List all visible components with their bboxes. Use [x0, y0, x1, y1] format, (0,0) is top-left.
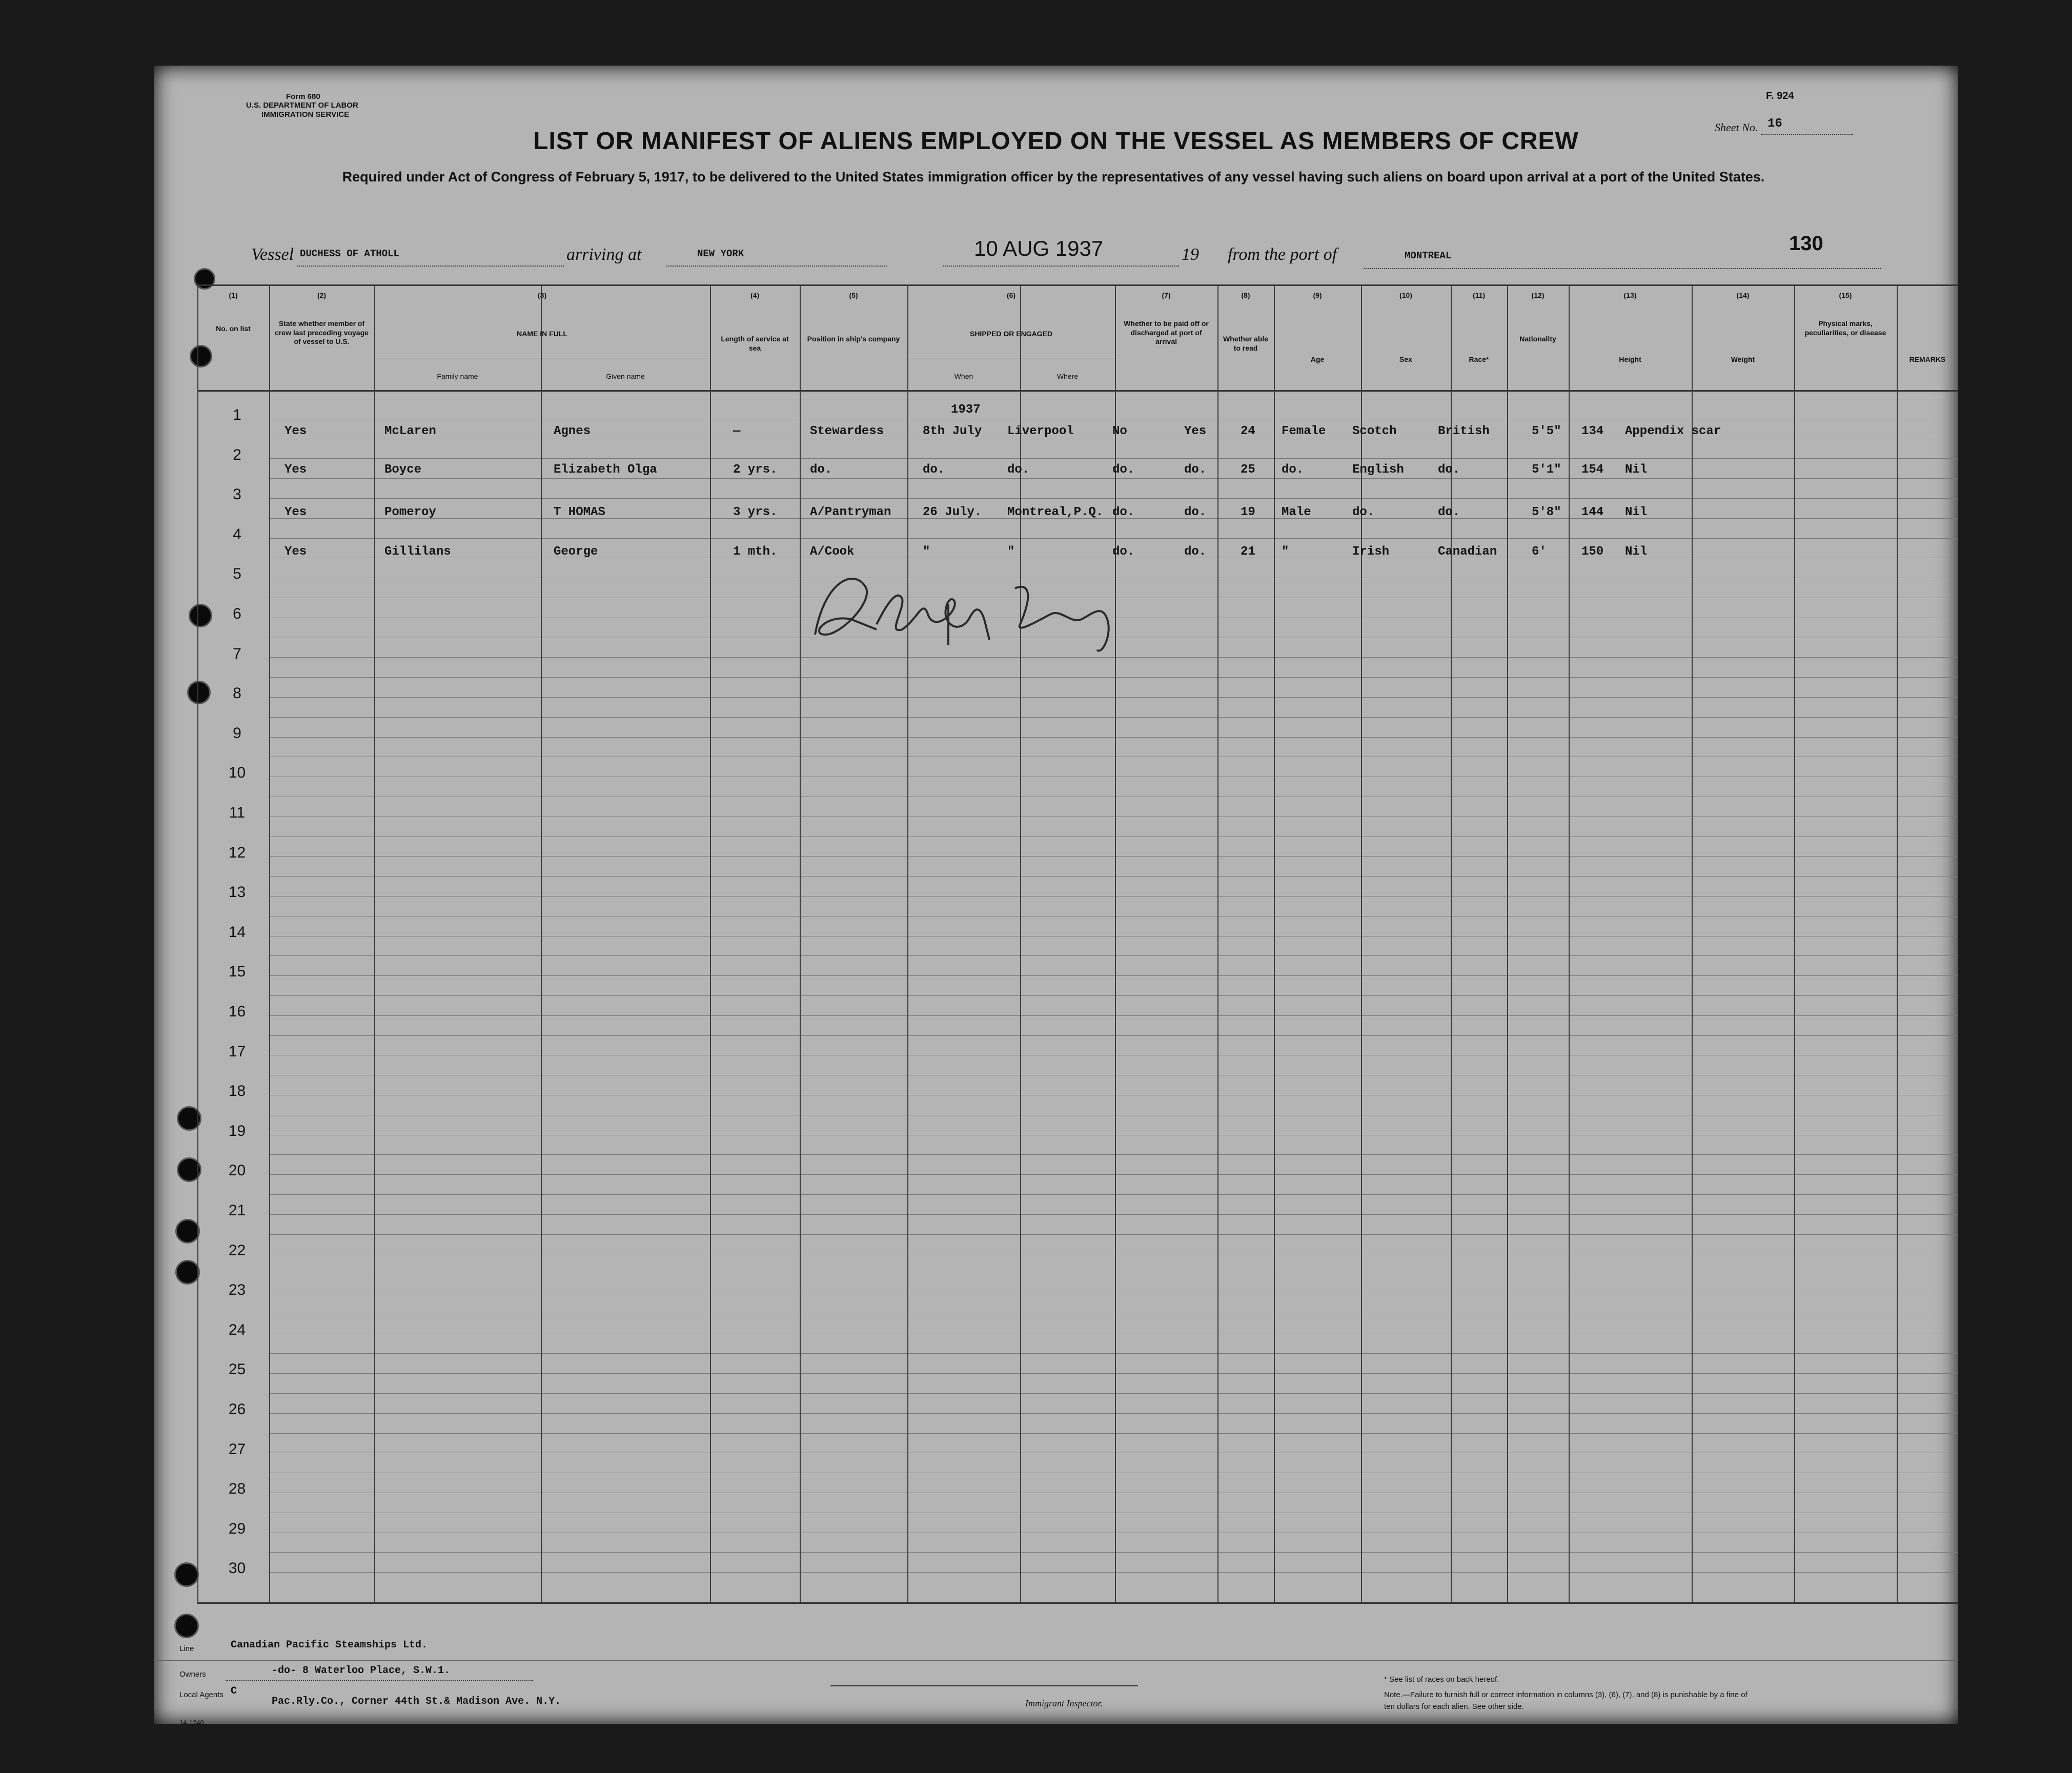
row-rule	[269, 975, 1958, 976]
cell-weight: 144	[1581, 505, 1604, 519]
column-rule	[907, 286, 908, 1603]
row-rule	[269, 1572, 1958, 1573]
column-rule	[800, 286, 801, 1603]
inspector-label: Immigrant Inspector.	[1025, 1698, 1103, 1708]
cell-when: 26 July.	[923, 505, 982, 519]
from-port: MONTREAL	[1405, 250, 1452, 261]
row-number: 22	[228, 1241, 246, 1259]
cell-position: do.	[810, 463, 832, 477]
row-number: 5	[233, 565, 241, 583]
column-number: (4)	[750, 291, 760, 299]
cell-where: do.	[1007, 463, 1030, 477]
cell-prev: Yes	[285, 545, 307, 559]
service: IMMIGRATION SERVICE	[261, 110, 350, 119]
column-number: (2)	[317, 291, 327, 299]
cell-when: do.	[923, 463, 945, 477]
column-header: State whether member of crew last preceding voyage of vessel to U.S.	[275, 319, 369, 345]
sheet-no-label: Sheet No.	[1715, 121, 1758, 134]
cell-position: A/Pantryman	[810, 505, 891, 519]
cell-marks: Nil	[1625, 505, 1648, 519]
row-number: 3	[233, 486, 241, 503]
row-rule	[269, 498, 1958, 499]
f-number: F. 924	[1766, 90, 1794, 101]
column-header: Height	[1619, 355, 1641, 363]
cell-given: Agnes	[554, 424, 591, 438]
row-rule	[269, 1353, 1958, 1354]
row-rule	[269, 1214, 1958, 1215]
owners: -do- 8 Waterloo Place, S.W.1.	[272, 1665, 451, 1677]
cell-nationality: do.	[1438, 505, 1460, 519]
row-rule	[269, 737, 1958, 738]
column-header: Sex	[1399, 355, 1412, 363]
cell-race: Scotch	[1352, 424, 1397, 438]
column-number: (12)	[1531, 291, 1545, 299]
cell-read: do.	[1184, 505, 1207, 519]
cell-when: "	[923, 545, 930, 559]
year-label: 19	[1182, 245, 1199, 264]
row-number: 16	[228, 1003, 246, 1020]
cell-height: 5'8"	[1532, 505, 1561, 519]
column-number: (3)	[537, 291, 547, 299]
cell-race: do.	[1352, 505, 1375, 519]
row-number: 1	[233, 406, 241, 423]
cell-paid-off: do.	[1112, 505, 1135, 519]
row-number: 6	[233, 605, 241, 622]
row-rule	[269, 1015, 1958, 1016]
row-rule	[269, 458, 1958, 459]
row-rule	[269, 1552, 1958, 1553]
from-port-label: from the port of	[1228, 245, 1337, 264]
cell-prev: Yes	[285, 463, 307, 477]
cell-given: Elizabeth Olga	[554, 463, 657, 477]
agents-prefix: C	[231, 1685, 237, 1697]
row-number: 17	[228, 1043, 246, 1060]
cell-read: do.	[1184, 545, 1207, 559]
row-rule	[269, 1154, 1958, 1155]
cell-given: T HOMAS	[554, 505, 605, 519]
row-number: 11	[229, 804, 246, 821]
column-number: (14)	[1736, 291, 1750, 299]
row-rule	[269, 1234, 1958, 1235]
line-label: Line	[179, 1644, 194, 1653]
column-header: SHIPPED OR ENGAGED	[969, 330, 1053, 338]
sheet-no: 16	[1768, 117, 1782, 131]
cell-age: 24	[1241, 424, 1255, 438]
column-header: Weight	[1731, 355, 1755, 363]
cell-weight: 154	[1581, 463, 1604, 477]
inspector-signature	[795, 558, 1164, 660]
row-rule	[269, 1433, 1958, 1434]
column-header: Length of service at sea	[721, 335, 789, 352]
form-number: Form 680	[286, 92, 320, 101]
cell-paid-off: No	[1112, 424, 1127, 438]
column-rule	[1217, 286, 1218, 1603]
cell-race: Irish	[1352, 545, 1390, 559]
cell-where: "	[1007, 545, 1015, 559]
row-number: 8	[233, 685, 241, 702]
page-number: 130	[1789, 232, 1823, 255]
column-number: (7)	[1162, 291, 1171, 299]
row-number: 21	[228, 1202, 246, 1219]
column-number: (5)	[849, 291, 858, 299]
row-number: 26	[228, 1401, 246, 1418]
cell-family: Gillilans	[384, 545, 451, 559]
row-number: 23	[228, 1281, 246, 1299]
row-number: 30	[228, 1560, 246, 1577]
row-rule	[269, 1413, 1958, 1414]
cell-age: 19	[1241, 505, 1255, 519]
column-rule	[374, 286, 375, 1603]
column-number: (6)	[1006, 291, 1016, 299]
cell-family: Boyce	[384, 463, 422, 477]
column-rule	[710, 286, 711, 1603]
cell-prev: Yes	[285, 424, 307, 438]
column-rule	[1020, 286, 1021, 1603]
page-title: LIST OR MANIFEST OF ALIENS EMPLOYED ON THE VESSEL AS MEMBERS OF CREW	[533, 128, 1579, 155]
arriving-at: NEW YORK	[697, 248, 744, 259]
row-number: 29	[228, 1520, 246, 1537]
print-code: 14-1240	[179, 1719, 204, 1726]
cell-height: 5'1"	[1532, 463, 1561, 477]
cell-service: —	[733, 424, 741, 438]
column-number: (13)	[1623, 291, 1637, 299]
penalty-note: Note.—Failure to furnish full or correct information in columns (3), (6), (7), and (8) is punishable by a fine of ten dollars for each alien. See other side.	[1384, 1690, 1748, 1711]
arriving-label: arriving at	[566, 245, 642, 264]
shipping-line: Canadian Pacific Steamships Ltd.	[231, 1639, 428, 1651]
column-header: Position in ship's company	[807, 335, 900, 343]
cell-service: 3 yrs.	[733, 505, 778, 519]
cell-year: 1937	[951, 403, 981, 417]
column-number: (1)	[229, 291, 238, 299]
row-number: 20	[228, 1162, 246, 1179]
column-number: (8)	[1241, 291, 1250, 299]
row-rule	[269, 1174, 1958, 1175]
row-number: 15	[228, 963, 246, 981]
row-rule	[269, 1194, 1958, 1195]
owners-label: Owners	[179, 1670, 206, 1679]
column-header: Whether able to read	[1223, 335, 1268, 352]
column-number: (10)	[1399, 291, 1412, 299]
row-rule	[269, 1035, 1958, 1036]
cell-where: Montreal,P.Q.	[1007, 505, 1104, 519]
row-number: 18	[228, 1083, 246, 1100]
column-rule	[541, 286, 542, 1603]
column-rule	[269, 286, 270, 1603]
cell-read: do.	[1184, 463, 1207, 477]
cell-sex: Male	[1282, 505, 1311, 519]
row-number: 14	[228, 923, 246, 941]
column-subheader: Family name	[437, 372, 478, 380]
cell-sex: Female	[1282, 424, 1326, 438]
row-number: 19	[228, 1122, 246, 1139]
column-header: Age	[1310, 355, 1325, 363]
row-rule	[269, 478, 1958, 479]
column-number: (15)	[1839, 291, 1852, 299]
column-rule	[1274, 286, 1275, 1603]
row-number: 10	[228, 764, 246, 782]
row-rule	[269, 955, 1958, 956]
row-number: 28	[228, 1480, 246, 1498]
row-rule	[269, 717, 1958, 718]
row-rule	[269, 856, 1958, 857]
cell-family: Pomeroy	[384, 505, 436, 519]
row-number: 13	[228, 884, 246, 901]
row-number: 7	[233, 645, 241, 662]
cell-race: English	[1352, 463, 1404, 477]
column-header: Race*	[1469, 355, 1489, 363]
page-subtitle: Required under Act of Congress of February 5, 1917, to be delivered to the United States immigration officer by the representatives of any vessel having such aliens on board upon arrival at a port of the United States.	[342, 169, 1765, 185]
cell-nationality: do.	[1438, 463, 1460, 477]
row-rule	[269, 538, 1958, 539]
cell-height: 5'5"	[1532, 424, 1561, 438]
row-rule	[269, 1393, 1958, 1394]
row-number: 4	[233, 525, 241, 543]
cell-given: George	[554, 545, 598, 559]
cell-marks: Nil	[1625, 463, 1648, 477]
column-header: No. on list	[216, 324, 251, 333]
column-rule	[1897, 286, 1898, 1603]
column-header: Whether to be paid off or discharged at port of arrival	[1124, 319, 1209, 345]
column-number: (9)	[1313, 291, 1322, 299]
manifest-sheet	[154, 66, 1958, 1724]
cell-sex: do.	[1282, 463, 1304, 477]
cell-sex: "	[1282, 545, 1289, 559]
punch-hole	[189, 604, 212, 627]
column-rule	[1115, 286, 1116, 1603]
column-header: Nationality	[1519, 335, 1556, 343]
row-rule	[269, 876, 1958, 877]
column-rule	[1507, 286, 1508, 1603]
column-rule	[1361, 286, 1362, 1603]
row-rule	[269, 697, 1958, 698]
department: U.S. DEPARTMENT OF LABOR	[246, 101, 358, 110]
cell-height: 6'	[1532, 545, 1547, 559]
race-note: * See list of races on back hereof.	[1384, 1675, 1499, 1684]
cell-marks: Nil	[1625, 545, 1648, 559]
cell-paid-off: do.	[1112, 545, 1135, 559]
row-number: 25	[228, 1361, 246, 1378]
column-header: NAME IN FULL	[517, 330, 567, 338]
cell-age: 21	[1241, 545, 1255, 559]
punch-hole	[175, 1260, 200, 1285]
punch-hole	[187, 681, 211, 704]
column-rule	[1794, 286, 1795, 1603]
cell-paid-off: do.	[1112, 463, 1135, 477]
column-header: Physical marks, peculiarities, or disease	[1804, 319, 1886, 337]
column-rule	[1569, 286, 1570, 1603]
column-subheader: Where	[1057, 372, 1079, 380]
cell-family: McLaren	[384, 424, 436, 438]
row-rule	[269, 995, 1958, 996]
cell-age: 25	[1241, 463, 1255, 477]
cell-position: Stewardess	[810, 424, 884, 438]
cell-nationality: Canadian	[1438, 545, 1497, 559]
cell-weight: 150	[1581, 545, 1604, 559]
cell-prev: Yes	[285, 505, 307, 519]
cell-service: 1 mth.	[733, 545, 778, 559]
cell-service: 2 yrs.	[733, 463, 778, 477]
column-number: (11)	[1472, 291, 1486, 299]
row-number: 24	[228, 1321, 246, 1338]
cell-position: A/Cook	[810, 545, 855, 559]
row-rule	[269, 677, 1958, 678]
column-header: REMARKS	[1909, 355, 1946, 363]
punch-hole	[174, 1614, 199, 1638]
column-rule	[1692, 286, 1693, 1603]
cell-where: Liverpool	[1007, 424, 1074, 438]
column-subheader: Given name	[606, 372, 645, 380]
date-stamp: 10 AUG 1937	[974, 236, 1104, 260]
punch-hole	[174, 1562, 199, 1587]
row-rule	[269, 1373, 1958, 1374]
punch-hole	[190, 345, 212, 368]
local-agents: Pac.Rly.Co., Corner 44th St.& Madison Ave. N.Y.	[272, 1696, 561, 1707]
vessel-label: Vessel	[251, 245, 294, 264]
vessel-name: DUCHESS OF ATHOLL	[300, 248, 399, 259]
form-header	[246, 92, 358, 119]
row-number: 12	[228, 844, 246, 861]
row-number: 2	[233, 446, 241, 463]
cell-weight: 134	[1581, 424, 1604, 438]
cell-when: 8th July	[923, 424, 982, 438]
column-subheader: When	[954, 372, 973, 380]
column-rule	[1451, 286, 1452, 1603]
row-number: 9	[233, 724, 241, 742]
column-rule	[197, 286, 198, 1603]
cell-nationality: British	[1438, 424, 1490, 438]
row-number: 27	[228, 1440, 246, 1458]
cell-read: Yes	[1184, 424, 1207, 438]
cell-marks: Appendix scar	[1625, 424, 1721, 438]
punch-hole	[175, 1219, 200, 1244]
agents-label: Local Agents	[179, 1690, 224, 1699]
